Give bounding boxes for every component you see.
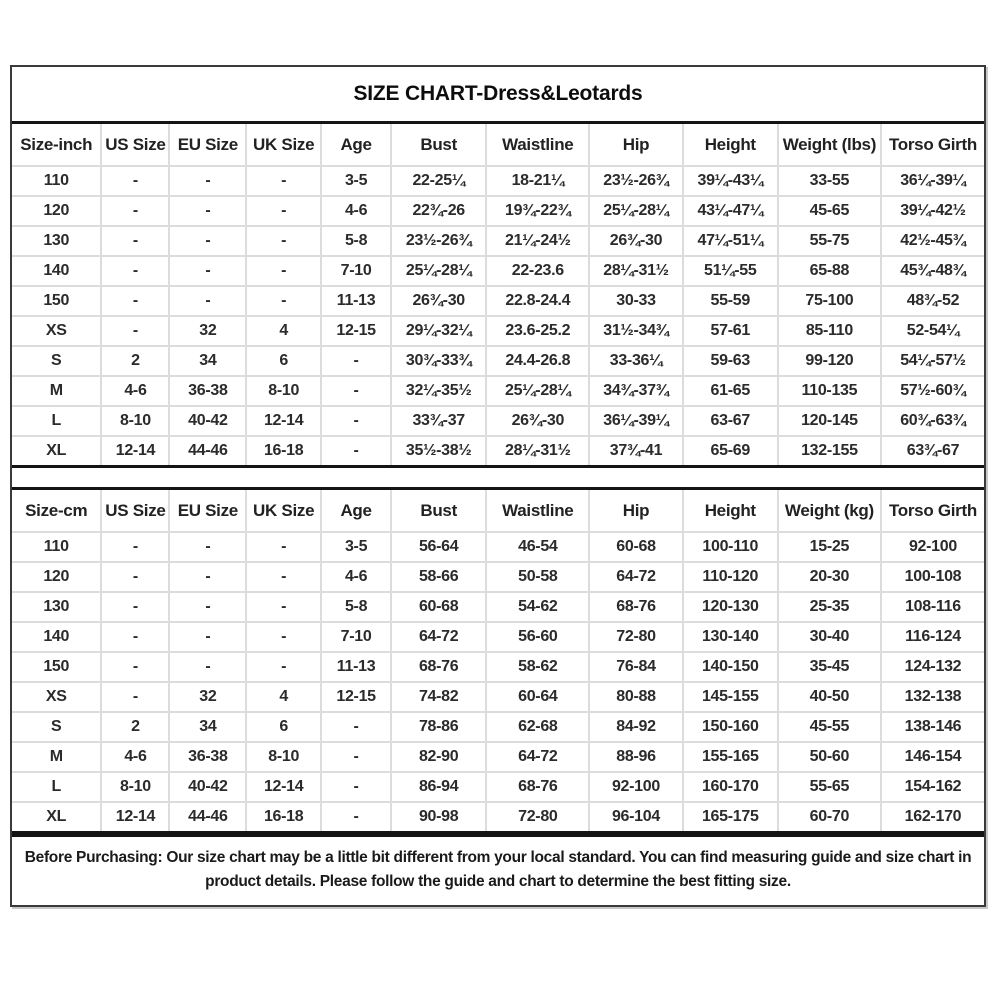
column-header: Torso Girth (881, 123, 984, 167)
table-cell: 146-154 (881, 742, 984, 772)
table-cell: - (169, 256, 246, 286)
table-cell: 8-10 (101, 772, 169, 802)
table-cell: 2 (101, 712, 169, 742)
table-cell: - (246, 196, 321, 226)
table-cell: 32 (169, 316, 246, 346)
table-cell: 138-146 (881, 712, 984, 742)
column-header: Weight (kg) (778, 489, 881, 533)
table-cell: 120 (12, 562, 101, 592)
table-cell: 12-15 (321, 316, 391, 346)
table-cell: - (321, 436, 391, 467)
table-cell: - (169, 226, 246, 256)
table-cell: 74-82 (391, 682, 486, 712)
table-cell: - (101, 316, 169, 346)
table-cell: 16-18 (246, 802, 321, 833)
table-cell: 150-160 (683, 712, 778, 742)
table-row (12, 436, 984, 467)
table-cell: - (246, 286, 321, 316)
table-cell: - (246, 256, 321, 286)
table-cell: 57½-60¾ (881, 376, 984, 406)
table-cell: 55-75 (778, 226, 881, 256)
table-cell: 62-68 (486, 712, 589, 742)
table-cell: 12-14 (101, 802, 169, 833)
size-table-inch (12, 121, 984, 468)
column-header: Height (683, 489, 778, 533)
column-header: Hip (589, 489, 682, 533)
table-cell: 64-72 (391, 622, 486, 652)
table-cell: 68-76 (391, 652, 486, 682)
table-cell: 88-96 (589, 742, 682, 772)
table-cell: 15-25 (778, 532, 881, 562)
table-cell: 20-30 (778, 562, 881, 592)
table-cell: 51¼-55 (683, 256, 778, 286)
table-cell: 19¾-22¾ (486, 196, 589, 226)
table-cell: L (12, 406, 101, 436)
table-cell: S (12, 346, 101, 376)
table-cell: 46-54 (486, 532, 589, 562)
table-row (12, 712, 984, 742)
table-row (12, 406, 984, 436)
table-cell: L (12, 772, 101, 802)
table-cell: 40-50 (778, 682, 881, 712)
table-cell: 7-10 (321, 256, 391, 286)
table-cell: 35½-38½ (391, 436, 486, 467)
table-cell: - (101, 682, 169, 712)
table-cell: 75-100 (778, 286, 881, 316)
table-cell: 25¼-28¼ (391, 256, 486, 286)
table-cell: 64-72 (486, 742, 589, 772)
table-cell: 124-132 (881, 652, 984, 682)
table-cell: M (12, 742, 101, 772)
table-cell: - (169, 592, 246, 622)
table-cell: 36-38 (169, 742, 246, 772)
table-row (12, 316, 984, 346)
table-cell: 37¾-41 (589, 436, 682, 467)
column-header: Height (683, 123, 778, 167)
table-cell: 110 (12, 532, 101, 562)
table-cell: 140-150 (683, 652, 778, 682)
column-header: Size-cm (12, 489, 101, 533)
header-row (12, 123, 984, 167)
table-cell: 96-104 (589, 802, 682, 833)
size-chart-container (10, 65, 986, 907)
table-cell: 34¾-37¾ (589, 376, 682, 406)
table-cell: 72-80 (486, 802, 589, 833)
table-cell: 116-124 (881, 622, 984, 652)
table-cell: 33-36¼ (589, 346, 682, 376)
table-cell: 45-65 (778, 196, 881, 226)
column-header: Torso Girth (881, 489, 984, 533)
table-cell: 92-100 (881, 532, 984, 562)
column-header: Weight (lbs) (778, 123, 881, 167)
table-cell: 12-15 (321, 682, 391, 712)
table-cell: 36¼-39¼ (589, 406, 682, 436)
table-cell: - (246, 562, 321, 592)
table-cell: - (169, 286, 246, 316)
table-cell: 56-64 (391, 532, 486, 562)
table-cell: 132-155 (778, 436, 881, 467)
table-row (12, 772, 984, 802)
table-cell: 120-145 (778, 406, 881, 436)
table-cell: 60¾-63¾ (881, 406, 984, 436)
table-cell: 145-155 (683, 682, 778, 712)
table-row (12, 226, 984, 256)
table-cell: 162-170 (881, 802, 984, 833)
table-cell: - (321, 376, 391, 406)
table-cell: 4-6 (321, 562, 391, 592)
table-cell: 44-46 (169, 802, 246, 833)
table-cell: 120 (12, 196, 101, 226)
table-cell: - (101, 166, 169, 196)
table-cell: 11-13 (321, 286, 391, 316)
table-cell: 65-88 (778, 256, 881, 286)
table-row (12, 196, 984, 226)
table-cell: 5-8 (321, 226, 391, 256)
table-cell: 58-66 (391, 562, 486, 592)
table-cell: 85-110 (778, 316, 881, 346)
table-row (12, 532, 984, 562)
column-header: Size-inch (12, 123, 101, 167)
table-cell: 120-130 (683, 592, 778, 622)
header-row (12, 489, 984, 533)
column-header: US Size (101, 489, 169, 533)
table-cell: 47¼-51¼ (683, 226, 778, 256)
column-header: Bust (391, 489, 486, 533)
table-row (12, 286, 984, 316)
table-cell: 108-116 (881, 592, 984, 622)
table-cell: 45¾-48¾ (881, 256, 984, 286)
table-cell: 3-5 (321, 532, 391, 562)
table-cell: 64-72 (589, 562, 682, 592)
table-cell: 82-90 (391, 742, 486, 772)
table-cell: 130 (12, 226, 101, 256)
table-row (12, 376, 984, 406)
column-header: Waistline (486, 123, 589, 167)
table-divider-gap (12, 468, 984, 487)
table-cell: 110-135 (778, 376, 881, 406)
table-cell: 140 (12, 622, 101, 652)
table-cell: 2 (101, 346, 169, 376)
table-cell: 150 (12, 652, 101, 682)
table-cell: XS (12, 682, 101, 712)
table-row (12, 592, 984, 622)
table-cell: 50-60 (778, 742, 881, 772)
table-cell: 57-61 (683, 316, 778, 346)
table-cell: - (101, 592, 169, 622)
table-cell: 6 (246, 712, 321, 742)
table-row (12, 256, 984, 286)
column-header: EU Size (169, 123, 246, 167)
table-cell: - (246, 592, 321, 622)
table-cell: 8-10 (246, 742, 321, 772)
table-cell: 21¼-24½ (486, 226, 589, 256)
column-header: UK Size (246, 123, 321, 167)
table-cell: 22-23.6 (486, 256, 589, 286)
table-cell: 42½-45¾ (881, 226, 984, 256)
table-cell: 43¼-47¼ (683, 196, 778, 226)
table-cell: 68-76 (486, 772, 589, 802)
table-row (12, 166, 984, 196)
table-cell: 26¾-30 (589, 226, 682, 256)
table-cell: - (101, 226, 169, 256)
table-cell: 23.6-25.2 (486, 316, 589, 346)
table-cell: 154-162 (881, 772, 984, 802)
table-cell: 78-86 (391, 712, 486, 742)
table-cell: 86-94 (391, 772, 486, 802)
table-cell: 12-14 (101, 436, 169, 467)
table-cell: 34 (169, 346, 246, 376)
column-header: EU Size (169, 489, 246, 533)
table-cell: - (321, 712, 391, 742)
table-cell: - (169, 196, 246, 226)
table-cell: 61-65 (683, 376, 778, 406)
table-row (12, 742, 984, 772)
table-row (12, 622, 984, 652)
table-cell: 92-100 (589, 772, 682, 802)
table-cell: 52-54¼ (881, 316, 984, 346)
table-cell: 12-14 (246, 406, 321, 436)
table-cell: 30-33 (589, 286, 682, 316)
table-cell: 22.8-24.4 (486, 286, 589, 316)
table-cell: 60-68 (391, 592, 486, 622)
column-header: Bust (391, 123, 486, 167)
column-header: Waistline (486, 489, 589, 533)
table-cell: 140 (12, 256, 101, 286)
table-cell: 4 (246, 682, 321, 712)
table-cell: 63¾-67 (881, 436, 984, 467)
table-cell: 23½-26¾ (589, 166, 682, 196)
table-cell: 54¼-57½ (881, 346, 984, 376)
table-cell: 29¼-32¼ (391, 316, 486, 346)
table-cell: 26¾-30 (486, 406, 589, 436)
table-cell: 80-88 (589, 682, 682, 712)
table-cell: 155-165 (683, 742, 778, 772)
table-cell: 34 (169, 712, 246, 742)
table-cell: - (246, 652, 321, 682)
table-cell: 33-55 (778, 166, 881, 196)
table-cell: 24.4-26.8 (486, 346, 589, 376)
table-cell: 32 (169, 682, 246, 712)
table-row (12, 346, 984, 376)
table-cell: 31½-34¾ (589, 316, 682, 346)
table-cell: 63-67 (683, 406, 778, 436)
table-cell: - (321, 772, 391, 802)
table-cell: 84-92 (589, 712, 682, 742)
table-cell: 25¼-28¼ (589, 196, 682, 226)
page-title: SIZE CHART-Dress&Leotards (353, 82, 643, 105)
table-cell: - (321, 406, 391, 436)
table-cell: - (101, 256, 169, 286)
table-cell: 28¼-31½ (589, 256, 682, 286)
table-cell: - (246, 532, 321, 562)
table-cell: 18-21¼ (486, 166, 589, 196)
table-cell: 36¼-39¼ (881, 166, 984, 196)
table-cell: - (169, 622, 246, 652)
table-cell: 132-138 (881, 682, 984, 712)
table-cell: 4-6 (321, 196, 391, 226)
table-cell: - (101, 562, 169, 592)
table-cell: - (169, 562, 246, 592)
table-cell: 100-110 (683, 532, 778, 562)
table-row (12, 562, 984, 592)
table-cell: S (12, 712, 101, 742)
table-cell: 8-10 (246, 376, 321, 406)
table-cell: 48¾-52 (881, 286, 984, 316)
table-cell: 54-62 (486, 592, 589, 622)
table-cell: 99-120 (778, 346, 881, 376)
table-cell: 22-25¼ (391, 166, 486, 196)
column-header: Hip (589, 123, 682, 167)
table-row (12, 682, 984, 712)
table-cell: 8-10 (101, 406, 169, 436)
table-cell: 26¾-30 (391, 286, 486, 316)
table-cell: 11-13 (321, 652, 391, 682)
table-cell: - (101, 196, 169, 226)
table-cell: - (101, 622, 169, 652)
table-cell: 35-45 (778, 652, 881, 682)
table-cell: 4-6 (101, 742, 169, 772)
table-cell: - (246, 226, 321, 256)
table-cell: 4-6 (101, 376, 169, 406)
table-cell: 12-14 (246, 772, 321, 802)
table-cell: - (101, 652, 169, 682)
table-cell: 30¾-33¾ (391, 346, 486, 376)
table-cell: 160-170 (683, 772, 778, 802)
table-cell: 30-40 (778, 622, 881, 652)
table-cell: 3-5 (321, 166, 391, 196)
table-cell: 39¼-42½ (881, 196, 984, 226)
table-row (12, 652, 984, 682)
table-cell: - (169, 166, 246, 196)
table-cell: 60-64 (486, 682, 589, 712)
table-cell: - (321, 742, 391, 772)
column-header: US Size (101, 123, 169, 167)
table-cell: 110-120 (683, 562, 778, 592)
table-cell: 22¾-26 (391, 196, 486, 226)
table-cell: XS (12, 316, 101, 346)
table-cell: 25¼-28¼ (486, 376, 589, 406)
table-cell: 32¼-35½ (391, 376, 486, 406)
table-cell: - (101, 532, 169, 562)
column-header: Age (321, 489, 391, 533)
purchasing-note: Before Purchasing: Our size chart may be a little bit different from your local standard. You can find measuring guide and size chart in product details. Please follow the guide and chart to determine the best fitting size. (12, 834, 984, 905)
table-cell: 4 (246, 316, 321, 346)
table-cell: 55-59 (683, 286, 778, 316)
table-cell: - (246, 622, 321, 652)
table-cell: 60-68 (589, 532, 682, 562)
table-cell: - (321, 802, 391, 833)
table-cell: 40-42 (169, 772, 246, 802)
table-row (12, 802, 984, 833)
table-cell: 65-69 (683, 436, 778, 467)
table-cell: 68-76 (589, 592, 682, 622)
table-cell: 33¾-37 (391, 406, 486, 436)
table-cell: 56-60 (486, 622, 589, 652)
table-cell: 72-80 (589, 622, 682, 652)
table-cell: 130-140 (683, 622, 778, 652)
table-cell: 36-38 (169, 376, 246, 406)
table-cell: XL (12, 436, 101, 467)
column-header: UK Size (246, 489, 321, 533)
table-cell: 44-46 (169, 436, 246, 467)
table-cell: 16-18 (246, 436, 321, 467)
table-cell: 5-8 (321, 592, 391, 622)
table-cell: XL (12, 802, 101, 833)
table-cell: 25-35 (778, 592, 881, 622)
table-cell: - (169, 532, 246, 562)
table-cell: 39¼-43¼ (683, 166, 778, 196)
table-cell: 100-108 (881, 562, 984, 592)
table-cell: 23½-26¾ (391, 226, 486, 256)
size-table-cm (12, 487, 984, 834)
table-cell: 165-175 (683, 802, 778, 833)
table-cell: 150 (12, 286, 101, 316)
table-cell: 130 (12, 592, 101, 622)
column-header: Age (321, 123, 391, 167)
table-cell: 58-62 (486, 652, 589, 682)
table-cell: 55-65 (778, 772, 881, 802)
table-cell: 90-98 (391, 802, 486, 833)
table-cell: 76-84 (589, 652, 682, 682)
table-cell: M (12, 376, 101, 406)
table-cell: 28¼-31½ (486, 436, 589, 467)
table-cell: 40-42 (169, 406, 246, 436)
table-cell: 45-55 (778, 712, 881, 742)
table-cell: 6 (246, 346, 321, 376)
table-cell: 7-10 (321, 622, 391, 652)
table-cell: - (246, 166, 321, 196)
table-cell: - (321, 346, 391, 376)
table-cell: 60-70 (778, 802, 881, 833)
table-cell: - (169, 652, 246, 682)
table-cell: 50-58 (486, 562, 589, 592)
table-cell: - (101, 286, 169, 316)
table-cell: 59-63 (683, 346, 778, 376)
table-cell: 110 (12, 166, 101, 196)
